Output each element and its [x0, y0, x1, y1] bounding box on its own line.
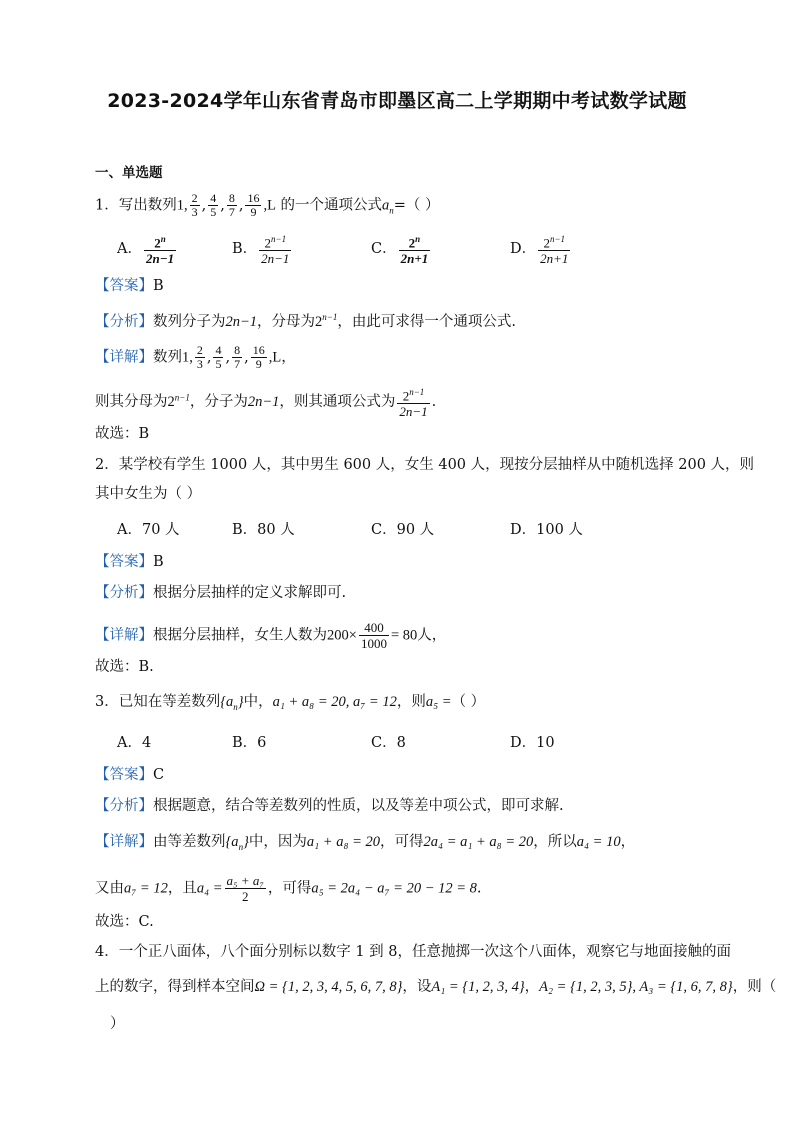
q1-option-b: B． $\frac{2^{n-1}}{2n-1}$: [232, 234, 290, 267]
q2-analysis: 【分析】根据分层抽样的定义求解即可.: [95, 585, 347, 601]
q2-answer: 【答案】B: [95, 554, 164, 570]
q3-answer: 【答案】C: [95, 767, 165, 783]
q4-stem: 4．一个正八面体，八个面分别标以数字 1 到 8，任意抛掷一次这个八面体，观察它与地面接触的面: [95, 944, 731, 960]
q3-option-c: C．8: [371, 735, 406, 751]
page-title: 2023-2024学年山东省青岛市即墨区高二上学期期中考试数学试题: [107, 90, 687, 112]
q1-analysis: 【分析】数列分子为2n−1，分母为$2^{n-1}$，由此可求得一个通项公式.: [95, 312, 516, 330]
q2-detail: 【详解】根据分层抽样，女生人数为200× $\frac{400}{1000}$ = 80人，: [95, 620, 447, 651]
q2-option-d: D．100 人: [510, 522, 583, 538]
q3-analysis: 【分析】根据题意，结合等差数列的性质，以及等差中项公式，即可求解.: [95, 798, 564, 814]
q3-conclusion: 故选：C.: [95, 914, 154, 930]
q2-option-b: B．80 人: [232, 522, 295, 538]
q2-conclusion: 故选：B.: [95, 659, 154, 675]
q2-option-a: A．70 人: [117, 522, 180, 538]
seq-frac: $\frac{4}{5}$: [210, 191, 217, 219]
q1-option-d: D． $\frac{2^{n-1}}{2n+1}$: [510, 234, 569, 267]
section-heading: 一、单选题: [95, 165, 163, 181]
q4-stem-line2: 上的数字，得到样本空间Ω = {1, 2, 3, 4, 5, 6, 7, 8}，设A₁ = {1, 2, 3, 4}，A₂ = {1, 2, 3, 5}, A₃ = {1, 6, 7, 8}，则（: [95, 979, 777, 995]
seq-frac: $\frac{16}{9}$: [247, 191, 260, 219]
q3-detail-line2: 又由a₇ = 12，且a₄ = $\frac{\text{a₅ + a₇}}{2}$ ，可得a₅ = 2a₄ − a₇ = 20 − 12 = 8.: [95, 873, 482, 904]
q1-detail: 【详解】数列1, $\frac{2}{3}$ , $\frac{4}{5}$ , $\frac{8}{7}$ , $\frac{16}{9}$ ,L，: [95, 343, 296, 371]
q2-stem-line2: 其中女生为（ ）: [95, 486, 202, 502]
q3-option-b: B．6: [232, 735, 267, 751]
q3-detail: 【详解】由等差数列$\{a_n\}$中，因为a₁ + a₈ = 20，可得2a₄ = a₁ + a₈ = 20，所以a₄ = 10，: [95, 834, 636, 852]
q1-conclusion: 故选：B: [95, 426, 150, 442]
q4-stem-line3: ）: [110, 1016, 125, 1032]
q1-stem: 1．写出数列1, $\frac{2}{3}$ , $\frac{4}{5}$ , $\frac{8}{7}$ , $\frac{16}{9}$ ,L 的一个通项公式$a_n=$（ ）: [95, 191, 440, 219]
q2-stem: 2．某学校有学生 1000 人，其中男生 600 人，女生 400 人，现按分层抽样从中随机选择 200 人，则: [95, 457, 755, 473]
q1-answer: 【答案】B: [95, 278, 164, 294]
seq-frac: $\frac{8}{7}$: [228, 191, 235, 219]
seq-frac: $\frac{2}{3}$: [191, 191, 198, 219]
q3-option-a: A．4: [117, 735, 152, 751]
q1-detail-line2: 则其分母为$2^{n-1}$，分子为2n−1，则其通项公式为 $\frac{2^{n-1}}{2n-1}$ .: [95, 387, 437, 420]
q1-option-a: A． $\frac{2^n}{2n-1}$: [117, 234, 175, 267]
q2-option-c: C．90 人: [371, 522, 435, 538]
q3-stem: 3．已知在等差数列$\{a_n\}$中，a₁ + a₈ = 20, a₇ = 12，则a₅ =（ ）: [95, 694, 486, 712]
q3-option-d: D．10: [510, 735, 555, 751]
q1-option-c: C． $\frac{2^n}{2n+1}$: [371, 234, 429, 267]
